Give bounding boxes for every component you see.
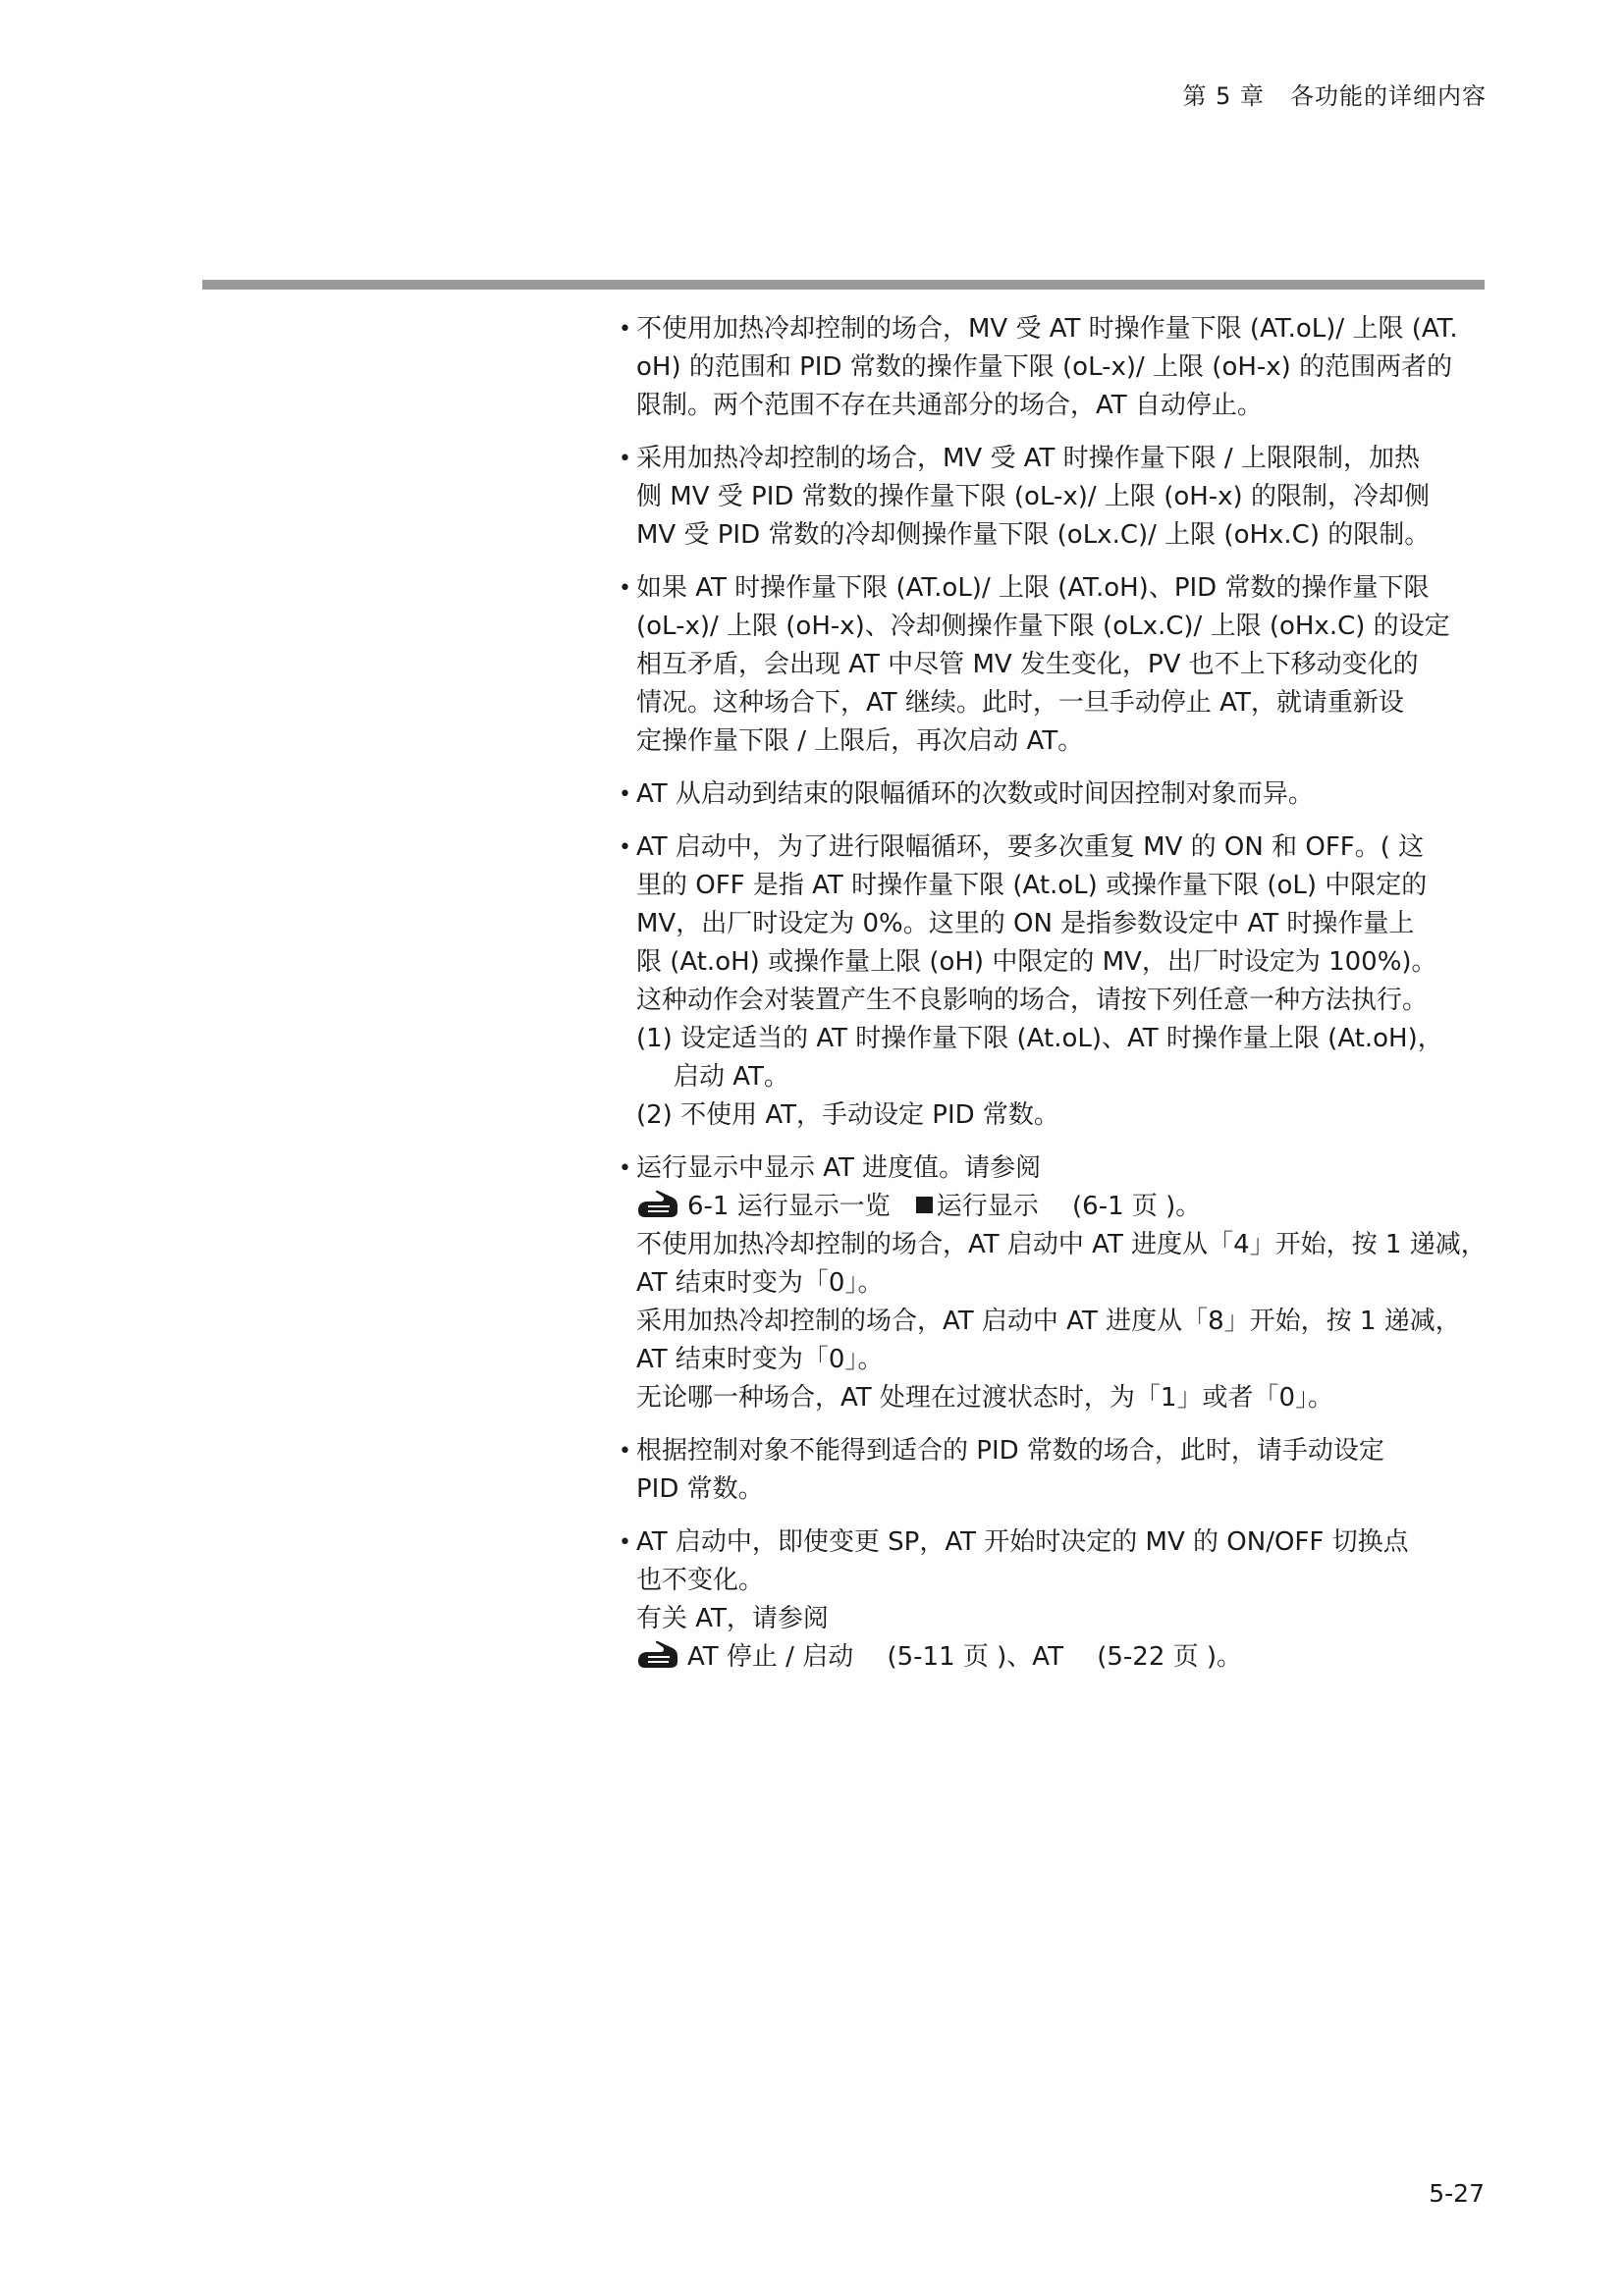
text-line: • AT 启动中，为了进行限幅循环，要多次重复 MV 的 ON 和 OFF。( 这	[636, 832, 1425, 862]
chapter-title: 各功能的详细内容	[1290, 82, 1487, 110]
bullet-item	[621, 1523, 1485, 1677]
text-line: oH) 的范围和 PID 常数的操作量下限 (oL-x)/ 上限 (oH-x) 的范围两者的	[636, 352, 1453, 382]
reference-line	[636, 1638, 1485, 1677]
text-line: MV，出厂时设定为 0%。这里的 ON 是指参数设定中 AT 时操作量上	[636, 909, 1415, 938]
section-marker-icon	[916, 1197, 933, 1213]
text-line: PID 常数。	[636, 1474, 764, 1504]
text-line: 限 (At.oH) 或操作量上限 (oH) 中限定的 MV，出厂时设定为 100%)。	[636, 947, 1437, 977]
reference-page: (5-22 页 )。	[1097, 1642, 1243, 1672]
text-line: 情况。这种场合下，AT 继续。此时，一旦手动停止 AT，就请重新设	[636, 688, 1404, 718]
pointing-hand-icon	[636, 1190, 683, 1219]
text-line: 相互矛盾，会出现 AT 中尽管 MV 发生变化，PV 也不上下移动变化的	[636, 650, 1419, 679]
text-line: 无论哪一种场合，AT 处理在过渡状态时，为「1」或者「0」。	[636, 1383, 1333, 1413]
reference-link[interactable]: AT 停止 / 启动	[687, 1642, 854, 1672]
text-line: AT 结束时变为「0」。	[636, 1268, 884, 1298]
bullet-item	[621, 569, 1485, 761]
header-rule	[202, 280, 1485, 290]
chapter-number: 第 5 章	[1182, 82, 1265, 110]
bullet-item	[621, 828, 1485, 1135]
text-line: 这种动作会对装置产生不良影响的场合，请按下列任意一种方法执行。	[636, 986, 1429, 1015]
text-line: • 如果 AT 时操作量下限 (AT.oL)/ 上限 (AT.oH)、PID 常数的操作量下限	[636, 573, 1430, 603]
main-content	[621, 310, 1485, 1691]
text-line: • 采用加热冷却控制的场合，MV 受 AT 时操作量下限 / 上限限制，加热	[636, 444, 1420, 473]
text-line: • 不使用加热冷却控制的场合，MV 受 AT 时操作量下限 (AT.oL)/ 上限 (AT.	[636, 314, 1458, 344]
numbered-item: (1) 设定适当的 AT 时操作量下限 (At.oL)、AT 时操作量上限 (At.oH)，	[636, 1024, 1443, 1053]
text-line: 采用加热冷却控制的场合，AT 启动中 AT 进度从「8」开始，按 1 递减，	[636, 1307, 1461, 1336]
text-line: 定操作量下限 / 上限后，再次启动 AT。	[636, 726, 1084, 756]
reference-line	[636, 1188, 1485, 1226]
text-line: 限制。两个范围不存在共通部分的场合，AT 自动停止。	[636, 391, 1263, 420]
bullet-item	[621, 440, 1485, 555]
bullet-item	[621, 1432, 1485, 1509]
text-line: • 根据控制对象不能得到适合的 PID 常数的场合，此时，请手动设定	[636, 1436, 1384, 1466]
reference-page: (5-11 页 )、AT	[887, 1642, 1063, 1672]
reference-link[interactable]: 6-1 运行显示一览	[687, 1192, 891, 1221]
text-line: MV 受 PID 常数的冷却侧操作量下限 (oLx.C)/ 上限 (oHx.C) 的限制。	[636, 520, 1431, 550]
text-line: 里的 OFF 是指 AT 时操作量下限 (At.oL) 或操作量下限 (oL) 中限定的	[636, 871, 1428, 900]
chapter-header	[1182, 77, 1487, 111]
text-line: 也不变化。	[636, 1566, 765, 1595]
text-line: AT 结束时变为「0」。	[636, 1345, 884, 1374]
reference-page: (6-1 页 )。	[1072, 1192, 1202, 1221]
text-line: 有关 AT，请参阅	[636, 1604, 829, 1633]
numbered-item-continuation: 启动 AT。	[674, 1062, 789, 1092]
pointing-hand-icon	[636, 1640, 683, 1670]
text-line: (oL-x)/ 上限 (oH-x)、冷却侧操作量下限 (oLx.C)/ 上限 (oHx.C) 的设定	[636, 612, 1450, 641]
bullet-item	[621, 1149, 1485, 1417]
text-line: 侧 MV 受 PID 常数的操作量下限 (oL-x)/ 上限 (oH-x) 的限制，冷却侧	[636, 482, 1430, 511]
text-line: • AT 启动中，即使变更 SP，AT 开始时决定的 MV 的 ON/OFF 切换点	[636, 1527, 1409, 1557]
bullet-item	[621, 775, 1485, 814]
numbered-item: (2) 不使用 AT，手动设定 PID 常数。	[636, 1100, 1059, 1130]
text-line: 不使用加热冷却控制的场合，AT 启动中 AT 进度从「4」开始，按 1 递减，	[636, 1230, 1487, 1259]
text-line: • AT 从启动到结束的限幅循环的次数或时间因控制对象而异。	[636, 779, 1314, 809]
reference-section[interactable]: 运行显示	[936, 1192, 1039, 1221]
bullet-item	[621, 310, 1485, 425]
page-number: 5-27	[1429, 2179, 1485, 2208]
text-line: • 运行显示中显示 AT 进度值。请参阅	[636, 1153, 1042, 1183]
